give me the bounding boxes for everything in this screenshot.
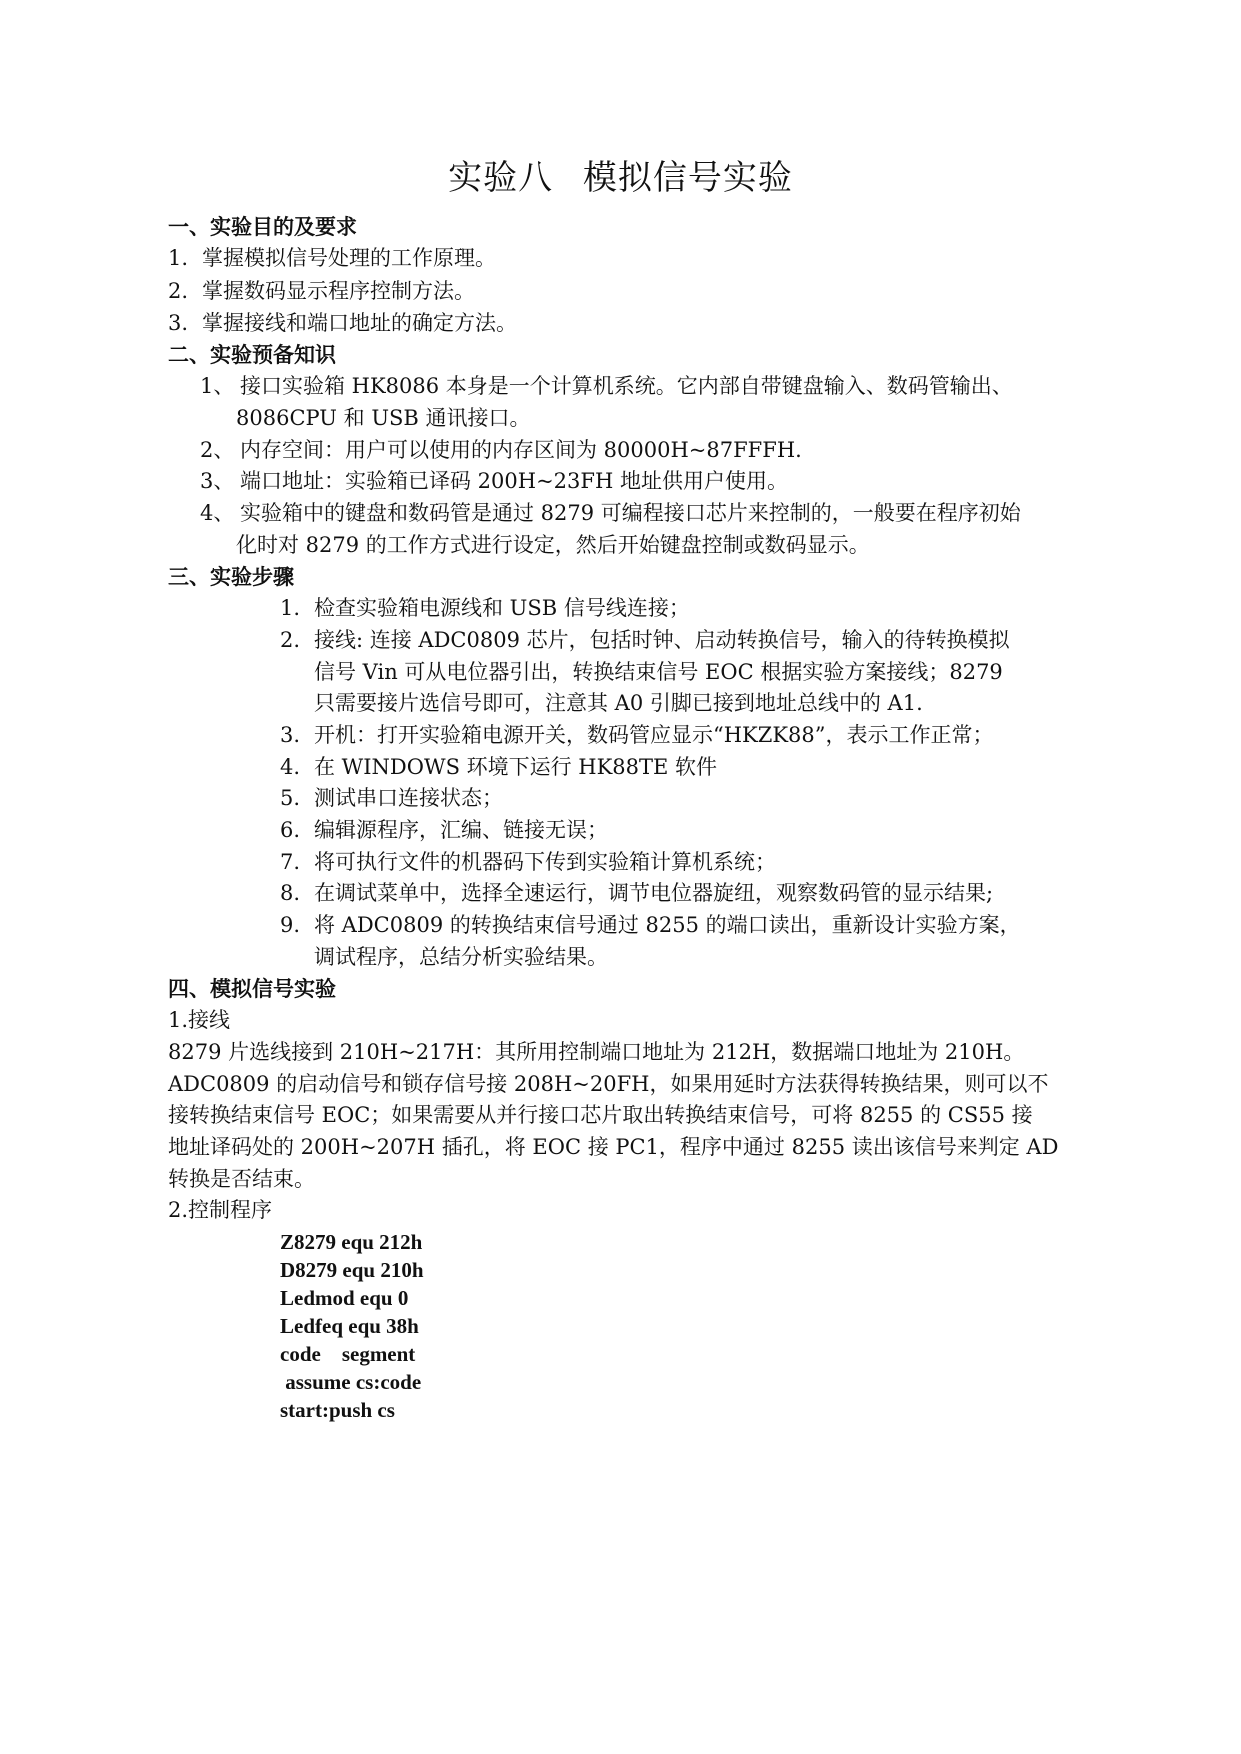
code-line: Ledfeq equ 38h: [280, 1314, 419, 1338]
list-item-continuation: 化时对 8279 的工作方式进行设定，然后开始键盘控制或数码显示。: [236, 533, 870, 557]
list-item: 4. 在 WINDOWS 环境下运行 HK88TE 软件: [280, 755, 718, 779]
list-item: 1. 掌握模拟信号处理的工作原理。: [168, 246, 496, 270]
code-line: D8279 equ 210h: [280, 1258, 424, 1282]
section-heading-preliminary: 二、实验预备知识: [168, 343, 336, 367]
code-line: code segment: [280, 1342, 416, 1366]
paragraph-line: ADC0809 的启动信号和锁存信号接 208H~20FH，如果用延时方法获得转换结果，则可以不: [168, 1072, 1049, 1096]
code-line: Ledmod equ 0: [280, 1286, 409, 1310]
code-line: assume cs:code: [280, 1370, 422, 1394]
list-item: 4、 实验箱中的键盘和数码管是通过 8279 可编程接口芯片来控制的，一般要在程序初始: [200, 501, 1021, 525]
list-item: 2、 内存空间：用户可以使用的内存区间为 80000H~87FFFH.: [200, 438, 802, 462]
section-heading-analog-experiment: 四、模拟信号实验: [168, 977, 336, 1001]
list-item: 3. 掌握接线和端口地址的确定方法。: [168, 311, 517, 335]
list-item: 8. 在调试菜单中，选择全速运行，调节电位器旋纽，观察数码管的显示结果;: [280, 881, 994, 905]
paragraph-line: 8279 片选线接到 210H~217H：其所用控制端口地址为 212H，数据端口地址为 210H。: [168, 1040, 1025, 1064]
list-item: 2. 接线: 连接 ADC0809 芯片，包括时钟、启动转换信号，输入的待转换模拟: [280, 628, 1010, 652]
list-item: 3. 开机：打开实验箱电源开关，数码管应显示“HKZK88”，表示工作正常；: [280, 723, 994, 747]
section-heading-objectives: 一、实验目的及要求: [168, 215, 357, 239]
list-item: 1、 接口实验箱 HK8086 本身是一个计算机系统。它内部自带键盘输入、数码管输出、: [200, 374, 1013, 398]
list-item: 3、 端口地址：实验箱已译码 200H~23FH 地址供用户使用。: [200, 469, 788, 493]
subheading-control-program: 2.控制程序: [168, 1198, 273, 1222]
list-item: 2. 掌握数码显示程序控制方法。: [168, 279, 475, 303]
list-item-continuation: 信号 Vin 可从电位器引出，转换结束信号 EOC 根据实验方案接线；8279: [314, 660, 1003, 684]
paragraph-line: 接转换结束信号 EOC；如果需要从并行接口芯片取出转换结束信号，可将 8255 的 CS55 接: [168, 1103, 1033, 1127]
list-item: 6. 编辑源程序，汇编、链接无误；: [280, 818, 608, 842]
paragraph-line: 地址译码处的 200H~207H 插孔，将 EOC 接 PC1，程序中通过 8255 读出该信号来判定 AD: [168, 1135, 1059, 1159]
list-item-continuation: 8086CPU 和 USB 通讯接口。: [236, 406, 531, 430]
page-title: 实验八 模拟信号实验: [448, 158, 793, 198]
paragraph-line: 转换是否结束。: [168, 1167, 315, 1191]
section-heading-steps: 三、实验步骤: [168, 565, 294, 589]
list-item: 9. 将 ADC0809 的转换结束信号通过 8255 的端口读出，重新设计实验方案，: [280, 913, 1021, 937]
subheading-wiring: 1.接线: [168, 1008, 231, 1032]
list-item-continuation: 调试程序，总结分析实验结果。: [314, 945, 608, 969]
code-line: start:push cs: [280, 1398, 395, 1422]
list-item: 7. 将可执行文件的机器码下传到实验箱计算机系统；: [280, 850, 776, 874]
list-item-continuation: 只需要接片选信号即可，注意其 A0 引脚已接到地址总线中的 A1.: [314, 691, 923, 715]
code-line: Z8279 equ 212h: [280, 1230, 423, 1254]
list-item: 1. 检查实验箱电源线和 USB 信号线连接；: [280, 596, 690, 620]
list-item: 5. 测试串口连接状态；: [280, 786, 503, 810]
